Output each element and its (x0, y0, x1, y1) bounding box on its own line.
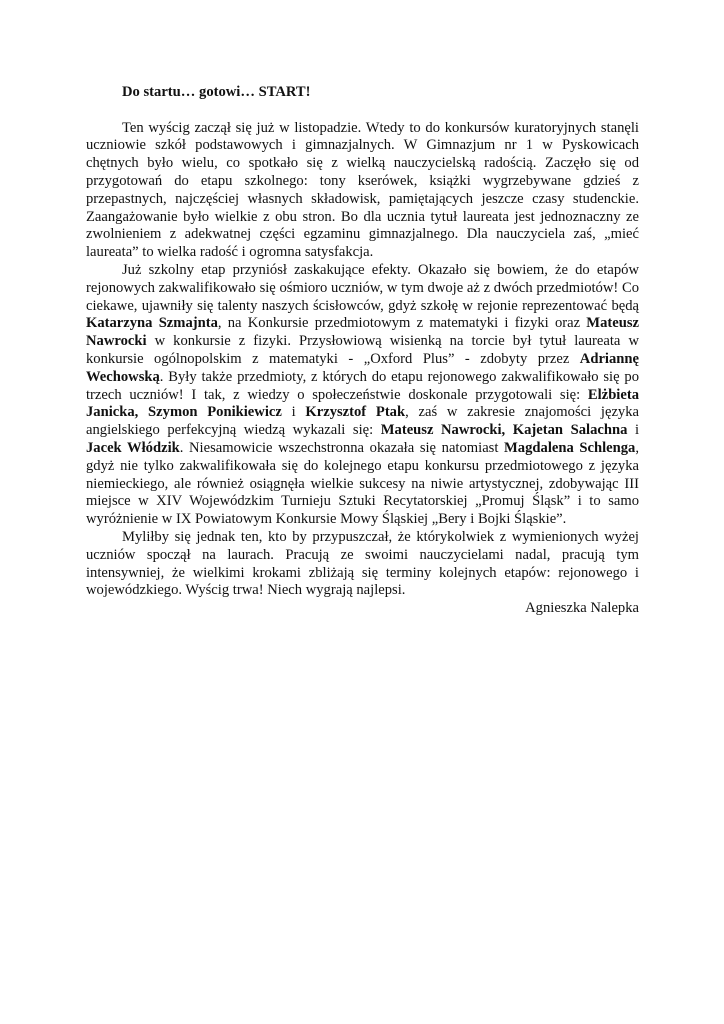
text-run: i (627, 422, 640, 439)
text-run: . Były także przedmioty, z których do etapu rejonowego zakwalifikowało się po trzech uczniów! I tak, z wiedzy o społeczeństwie doskonale przygotowali się: (86, 368, 639, 403)
author-signature: Agnieszka Nalepka (525, 600, 639, 617)
bold-name: Magdalena Schlenga (504, 439, 636, 456)
text-run: , zaś w zakresie znajomości języka angielskiego perfekcyjną wiedzą wykazali się: (86, 404, 639, 439)
article-title: Do startu… gotowi… START! (122, 84, 311, 100)
paragraph-2 (86, 262, 639, 529)
text-run: Ten wyścig zaczął się już w listopadzie. Wtedy to do konkursów kuratoryjnych stanęli uczniowie szkół podstawowych i gimnazjalnych. W Gimnazjum nr 1 w Pyskowicach chętnych było wielu, co spotkało się z wielką nauczycielską radością. Zaczęło się od przygotowań do etapu szkolnego: tony kserówek, książki wygrzebywane gdzieś z przepastnych, najczęściej własnych składowisk, pamiętających jeszcze czasy studenckie. Zaangażowanie było wielkie z obu stron. Bo dla ucznia tytuł laureata jest jednoznaczny ze zwolnieniem z adekwatnej części egzaminu gimnazjalnego. Dla nauczyciela zaś, „mieć laureata” to wielka radość i ogromna satysfakcja. (86, 119, 639, 261)
text-run: i (281, 404, 306, 421)
paragraph-1 (86, 120, 639, 262)
bold-name: Adriannę Wechowską (86, 350, 639, 385)
bold-name: Mateusz Nawrocki, Kajetan Salachna (380, 422, 628, 439)
bold-name: Krzysztof Ptak (305, 404, 406, 421)
text-run: . Niesamowicie wszechstronna okazała się natomiast (179, 439, 505, 456)
text-run: Już szkolny etap przyniósł zaskakujące efekty. Okazało się bowiem, że do etapów rejonowych zakwalifikowało się ośmioro uczniów, w tym dwoje aż z dwóch przedmiotów! Co ciekawe, ujawniły się talenty naszych ścisłowców, gdyż szkołę w rejonie reprezentować będą (86, 261, 639, 314)
article-body (86, 120, 639, 601)
text-run: Myliłby się jednak ten, kto by przypuszczał, że którykolwiek z wymienionych wyżej uczniów spoczął na laurach. Pracują ze swoimi nauczycielami nadal, pracują tym intensywniej, że wielkimi krokami zbliżają się terminy kolejnych etapów: rejonowego i wojewódzkiego. Wyścig trwa! Niech wygrają najlepsi. (86, 528, 639, 599)
text-run: , na Konkursie przedmiotowym z matematyki i fizyki oraz (217, 315, 587, 332)
title-spacer (86, 102, 639, 120)
bold-name: Elżbieta Janicka, Szymon Ponikiewicz (86, 386, 639, 421)
bold-name: Jacek Włódzik (86, 439, 180, 456)
paragraph-3 (86, 529, 639, 600)
document-page (86, 84, 639, 618)
bold-name: Katarzyna Szmajnta (86, 315, 218, 332)
text-run: w konkursie z fizyki. Przysłowiową wisienką na torcie był tytuł laureata w konkursie ogólnopolskim z matematyki - „Oxford Plus” - zdobyty przez (86, 333, 639, 367)
bold-name: Mateusz Nawrocki (86, 315, 639, 350)
text-run: , gdyż nie tylko zakwalifikowała się do kolejnego etapu konkursu przedmiotowego z języka niemieckiego, ale również osiągnęła wielkie sukcesy na niwie artystycznej, zdobywając III miejsce w XIV Wojewódzkim Turnieju Sztuki Recytatorskiej „Promuj Śląsk” i to samo wyróżnienie w IX Powiatowym Konkursie Mowy Śląskiej „Bery i Bojki Śląskie”. (86, 439, 639, 528)
